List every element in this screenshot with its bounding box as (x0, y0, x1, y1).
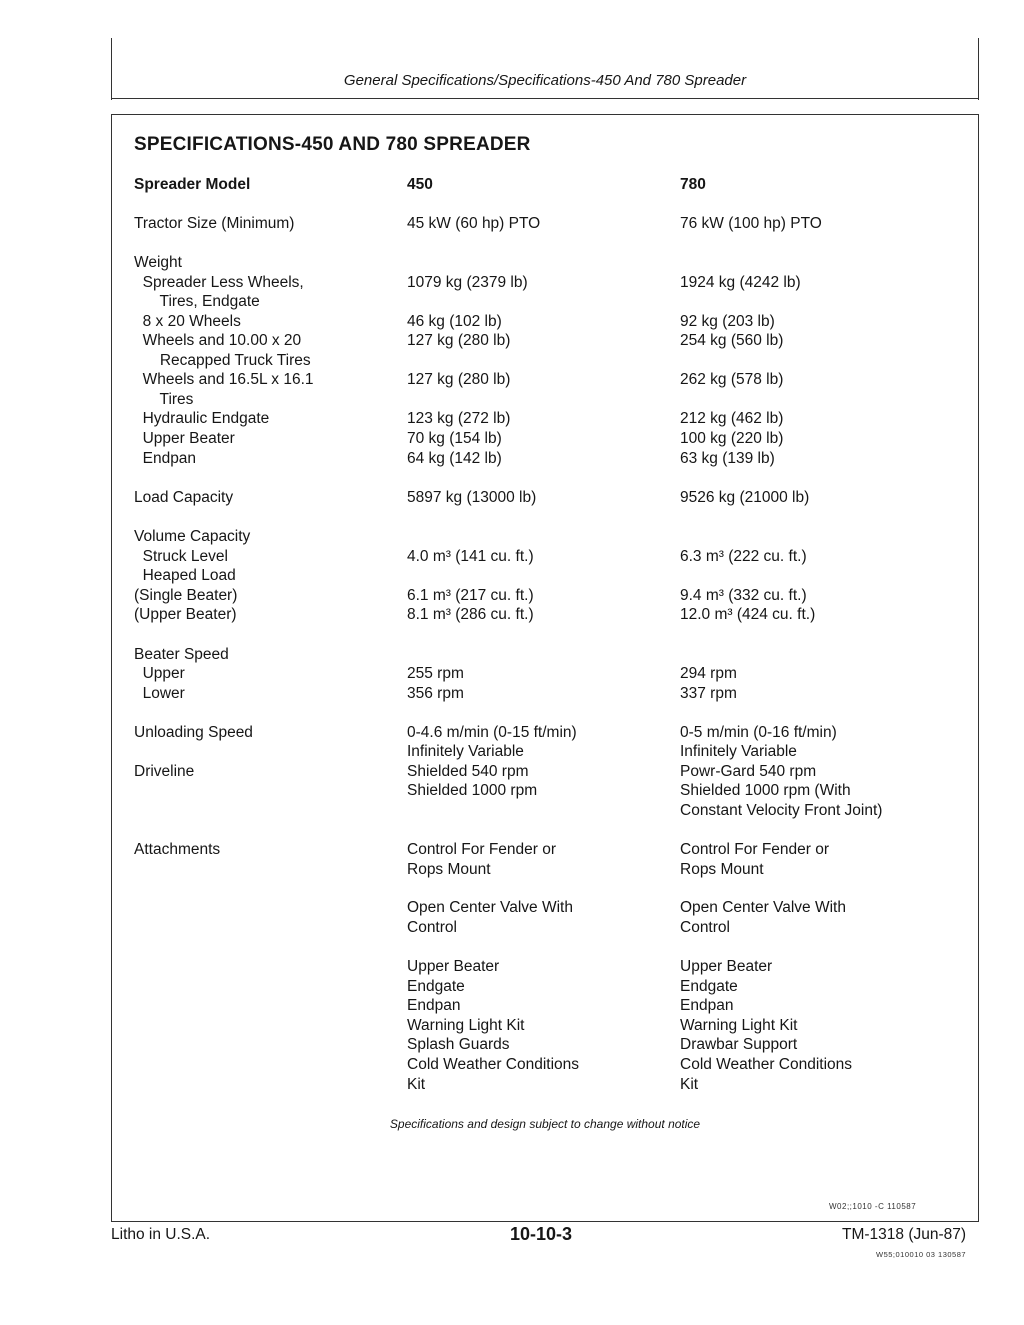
spec-cell-v780: Warning Light Kit (680, 1017, 798, 1034)
spec-cell-v780: Endpan (680, 997, 734, 1014)
spec-cell-v780: 6.3 m³ (222 cu. ft.) (680, 548, 807, 565)
spec-cell-v450: Infinitely Variable (407, 743, 524, 760)
box-top-border (111, 114, 979, 115)
spec-cell-label: Lower (134, 685, 185, 702)
header-left-rule (111, 38, 112, 100)
spec-cell-v780: 100 kg (220 lb) (680, 430, 784, 447)
spec-cell-v780: Upper Beater (680, 958, 773, 975)
spec-cell-v780: 9526 kg (21000 lb) (680, 489, 810, 506)
change-notice: Specifications and design subject to change without notice (389, 1117, 701, 1131)
spec-cell-label: Hydraulic Endgate (134, 410, 270, 427)
spec-cell-label: 8 x 20 Wheels (134, 313, 241, 330)
spec-cell-v780: 76 kW (100 hp) PTO (680, 215, 822, 232)
spec-cell-v450: Cold Weather Conditions (407, 1056, 580, 1073)
inner-doc-code: W02;;1010 -C 110587 (829, 1202, 917, 1211)
spec-cell-label: Tires (134, 391, 194, 408)
spec-cell-label: Upper Beater (134, 430, 235, 447)
spec-cell-v450: Open Center Valve With (407, 899, 573, 916)
spec-cell-label: Volume Capacity (134, 528, 251, 545)
spec-cell-v450: 64 kg (142 lb) (407, 450, 502, 467)
spec-cell-v780: Powr-Gard 540 rpm (680, 763, 817, 780)
spec-cell-label: Wheels and 10.00 x 20 (134, 332, 302, 349)
spec-cell-v780: Rops Mount (680, 861, 764, 878)
spec-cell-v780: 0-5 m/min (0-16 ft/min) (680, 724, 837, 741)
spec-cell-v780: 337 rpm (680, 685, 737, 702)
spec-cell-v450: Control For Fender or (407, 841, 557, 858)
spec-cell-v780: 92 kg (203 lb) (680, 313, 775, 330)
spec-cell-label: Driveline (134, 763, 195, 780)
outer-doc-code: W55;010010 03 130587 (876, 1250, 967, 1259)
spec-cell-v780: 212 kg (462 lb) (680, 410, 784, 427)
spec-cell-v780: Control (680, 919, 730, 936)
spec-cell-v450: 6.1 m³ (217 cu. ft.) (407, 587, 534, 604)
spec-cell-v780: 262 kg (578 lb) (680, 371, 784, 388)
spec-cell-label: Unloading Speed (134, 724, 253, 741)
spec-cell-v780: 63 kg (139 lb) (680, 450, 775, 467)
spec-cell-label: Beater Speed (134, 646, 229, 663)
spec-cell-v450: Shielded 540 rpm (407, 763, 529, 780)
spec-cell-v450: 127 kg (280 lb) (407, 332, 511, 349)
spec-cell-v450: 123 kg (272 lb) (407, 410, 511, 427)
spec-cell-v780: 9.4 m³ (332 cu. ft.) (680, 587, 807, 604)
spec-cell-v450: 356 rpm (407, 685, 464, 702)
spec-cell-v450: 45 kW (60 hp) PTO (407, 215, 541, 232)
spec-cell-label: (Upper Beater) (134, 606, 237, 623)
spec-cell-v450: 70 kg (154 lb) (407, 430, 502, 447)
spec-cell-label: Attachments (134, 841, 221, 858)
spec-cell-v780: 294 rpm (680, 665, 737, 682)
spec-cell-label: Upper (134, 665, 185, 682)
spec-cell-v780: Drawbar Support (680, 1036, 798, 1053)
spec-cell-v450: Rops Mount (407, 861, 491, 878)
spec-cell-label: Tractor Size (Minimum) (134, 215, 295, 232)
spec-cell-v450: 127 kg (280 lb) (407, 371, 511, 388)
spec-cell-v450: Endpan (407, 997, 461, 1014)
spec-cell-v780: Control For Fender or (680, 841, 830, 858)
spec-cell-v450: 5897 kg (13000 lb) (407, 489, 537, 506)
spec-cell-v450: 0-4.6 m/min (0-15 ft/min) (407, 724, 577, 741)
spec-cell-v780: Infinitely Variable (680, 743, 797, 760)
page-number: 10-10-3 (510, 1224, 573, 1244)
spec-cell-v780: Shielded 1000 rpm (With (680, 782, 851, 799)
spec-cell-label: Recapped Truck Tires (134, 352, 311, 369)
spec-cell-v450: 8.1 m³ (286 cu. ft.) (407, 606, 534, 623)
box-right-border (978, 114, 979, 1222)
spec-cell-label: Weight (134, 254, 182, 271)
column-header-label: Spreader Model (134, 176, 251, 193)
spec-cell-v780: 12.0 m³ (424 cu. ft.) (680, 606, 816, 623)
spec-cell-label: Spreader Less Wheels, (134, 274, 304, 291)
spec-cell-v450: Splash Guards (407, 1036, 510, 1053)
column-header-780: 780 (680, 176, 706, 193)
spec-cell-v450: Warning Light Kit (407, 1017, 525, 1034)
footer-manual-id: TM-1318 (Jun-87) (842, 1226, 967, 1243)
spec-cell-v450: 46 kg (102 lb) (407, 313, 502, 330)
spec-cell-v780: Cold Weather Conditions (680, 1056, 853, 1073)
spec-cell-v780: Open Center Valve With (680, 899, 846, 916)
spec-cell-v450: Kit (407, 1076, 426, 1093)
column-header-450: 450 (407, 176, 433, 193)
spec-cell-label: Endpan (134, 450, 197, 467)
page-header-title: General Specifications/Specifications-450 And 780 Spreader (343, 72, 747, 89)
spec-cell-v780: Endgate (680, 978, 738, 995)
spec-cell-v450: Upper Beater (407, 958, 500, 975)
header-rule (111, 98, 979, 99)
spec-cell-v450: Shielded 1000 rpm (407, 782, 538, 799)
spec-cell-label: Load Capacity (134, 489, 234, 506)
spec-cell-label: Heaped Load (134, 567, 236, 584)
spec-cell-v450: Endgate (407, 978, 465, 995)
spec-cell-v450: 4.0 m³ (141 cu. ft.) (407, 548, 534, 565)
box-left-border (111, 114, 112, 1222)
box-bottom-border (111, 1221, 979, 1222)
spec-cell-v450: 255 rpm (407, 665, 464, 682)
spec-cell-label: Struck Level (134, 548, 228, 565)
spec-cell-label: Wheels and 16.5L x 16.1 (134, 371, 314, 388)
footer-litho: Litho in U.S.A. (111, 1226, 211, 1243)
spec-cell-label: (Single Beater) (134, 587, 238, 604)
header-right-rule (978, 38, 979, 100)
spec-cell-label: Tires, Endgate (134, 293, 260, 310)
spec-cell-v780: 1924 kg (4242 lb) (680, 274, 801, 291)
spec-cell-v450: Control (407, 919, 457, 936)
spec-cell-v780: Constant Velocity Front Joint) (680, 802, 883, 819)
spec-cell-v780: 254 kg (560 lb) (680, 332, 784, 349)
section-title: SPECIFICATIONS-450 AND 780 SPREADER (134, 134, 531, 155)
spec-cell-v450: 1079 kg (2379 lb) (407, 274, 528, 291)
spec-cell-v780: Kit (680, 1076, 699, 1093)
